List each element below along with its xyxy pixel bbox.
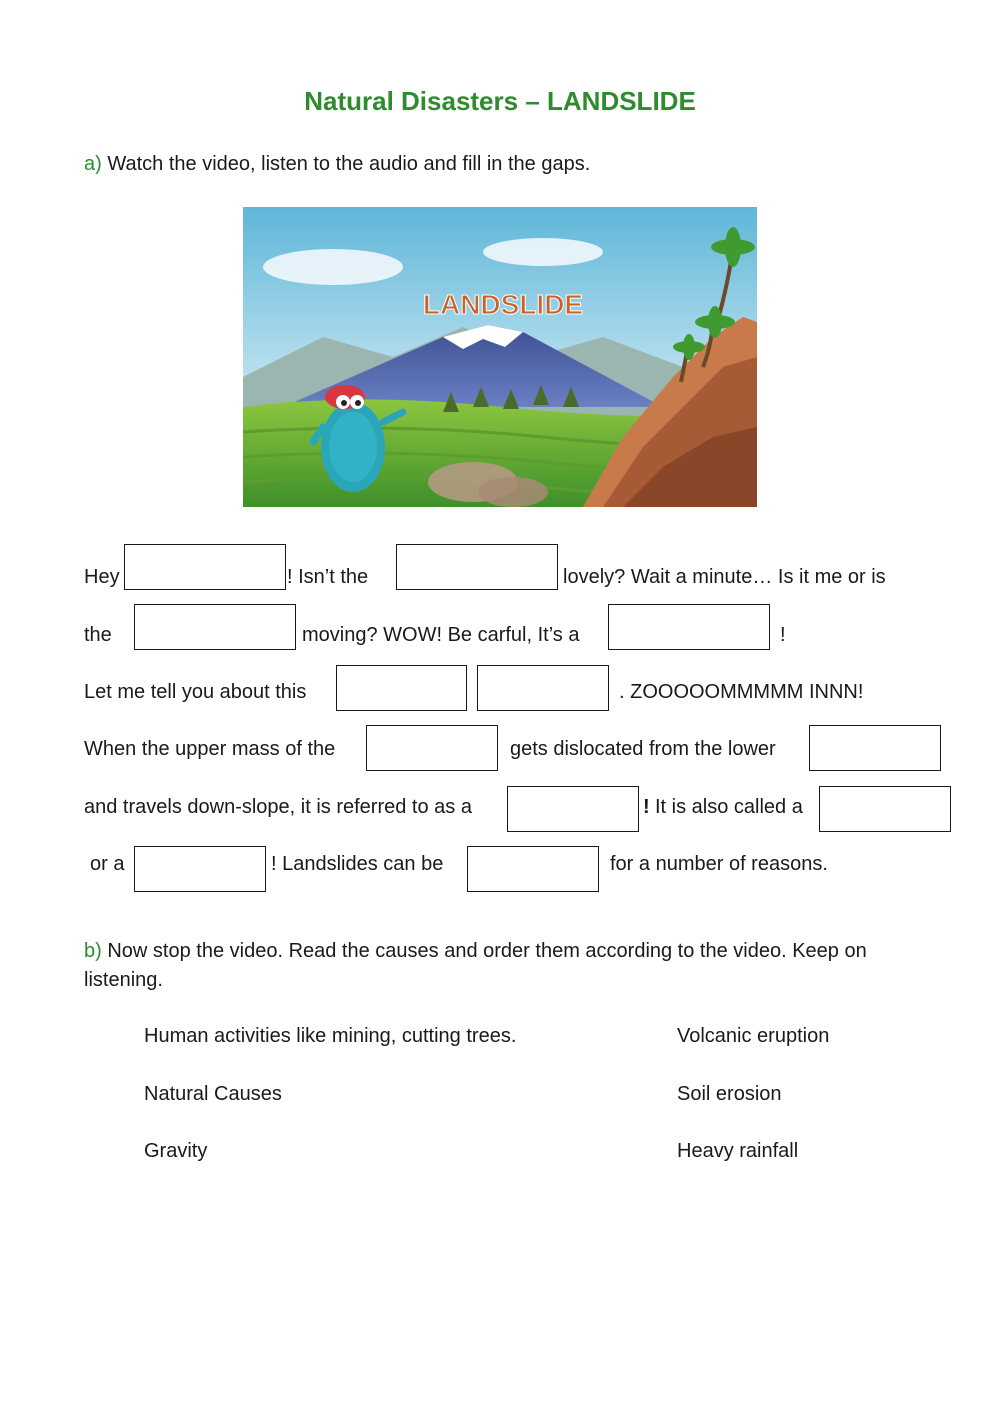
gap-2[interactable] bbox=[396, 544, 558, 590]
cause-item[interactable]: Human activities like mining, cutting trees. bbox=[144, 1025, 517, 1047]
gap-12[interactable] bbox=[467, 846, 599, 892]
gap-11[interactable] bbox=[134, 846, 266, 892]
text-lovely: lovely? Wait a minute… Is it me or is bbox=[563, 566, 886, 588]
text-the: the bbox=[84, 624, 112, 646]
gap-5[interactable] bbox=[336, 665, 467, 711]
text-also-called: It is also called a bbox=[655, 796, 803, 818]
text-moving: moving? WOW! Be carful, It’s a bbox=[302, 624, 580, 646]
text-or-a: or a bbox=[90, 853, 125, 875]
gap-9[interactable] bbox=[507, 786, 639, 832]
gap-7[interactable] bbox=[366, 725, 498, 771]
text-reasons: for a number of reasons. bbox=[610, 853, 828, 875]
gap-10[interactable] bbox=[819, 786, 951, 832]
text-travels: and travels down-slope, it is referred to as a bbox=[84, 796, 472, 818]
instruction-a-label: a) bbox=[84, 153, 102, 175]
cause-item[interactable]: Natural Causes bbox=[144, 1083, 282, 1105]
text-landslides-can: ! Landslides can be bbox=[271, 853, 444, 875]
page-title: Natural Disasters – LANDSLIDE bbox=[304, 86, 696, 116]
text-isnt-the: ! Isn’t the bbox=[287, 566, 369, 588]
text-when: When the upper mass of the bbox=[84, 738, 336, 760]
instruction-b-text: Now stop the video. Read the causes and order them according to the video. Keep on listening. bbox=[84, 940, 867, 991]
text-gets: gets dislocated from the lower bbox=[510, 738, 776, 760]
gap-3[interactable] bbox=[134, 604, 296, 650]
video-thumbnail[interactable] bbox=[243, 207, 757, 507]
text-excl-1: ! bbox=[780, 624, 786, 646]
cause-item[interactable]: Gravity bbox=[144, 1140, 208, 1162]
gap-6[interactable] bbox=[477, 665, 609, 711]
text-zoom: . ZOOOOOMMMMM INNN! bbox=[619, 681, 864, 703]
text-hey: Hey bbox=[84, 566, 120, 588]
gap-1[interactable] bbox=[124, 544, 286, 590]
cause-item[interactable]: Soil erosion bbox=[677, 1083, 782, 1105]
instruction-a-text: Watch the video, listen to the audio and fill in the gaps. bbox=[101, 153, 591, 175]
instruction-b-label: b) bbox=[84, 940, 102, 962]
video-caption: LANDSLIDE bbox=[422, 289, 584, 320]
cause-item[interactable]: Heavy rainfall bbox=[677, 1140, 799, 1162]
gap-4[interactable] bbox=[608, 604, 770, 650]
instruction-a bbox=[84, 150, 914, 179]
instruction-b bbox=[84, 937, 914, 995]
cause-item[interactable]: Volcanic eruption bbox=[677, 1025, 830, 1047]
text-let-me: Let me tell you about this bbox=[84, 681, 307, 703]
gap-8[interactable] bbox=[809, 725, 941, 771]
landslide-illustration bbox=[243, 207, 757, 507]
text-excl-2: ! bbox=[643, 796, 650, 818]
